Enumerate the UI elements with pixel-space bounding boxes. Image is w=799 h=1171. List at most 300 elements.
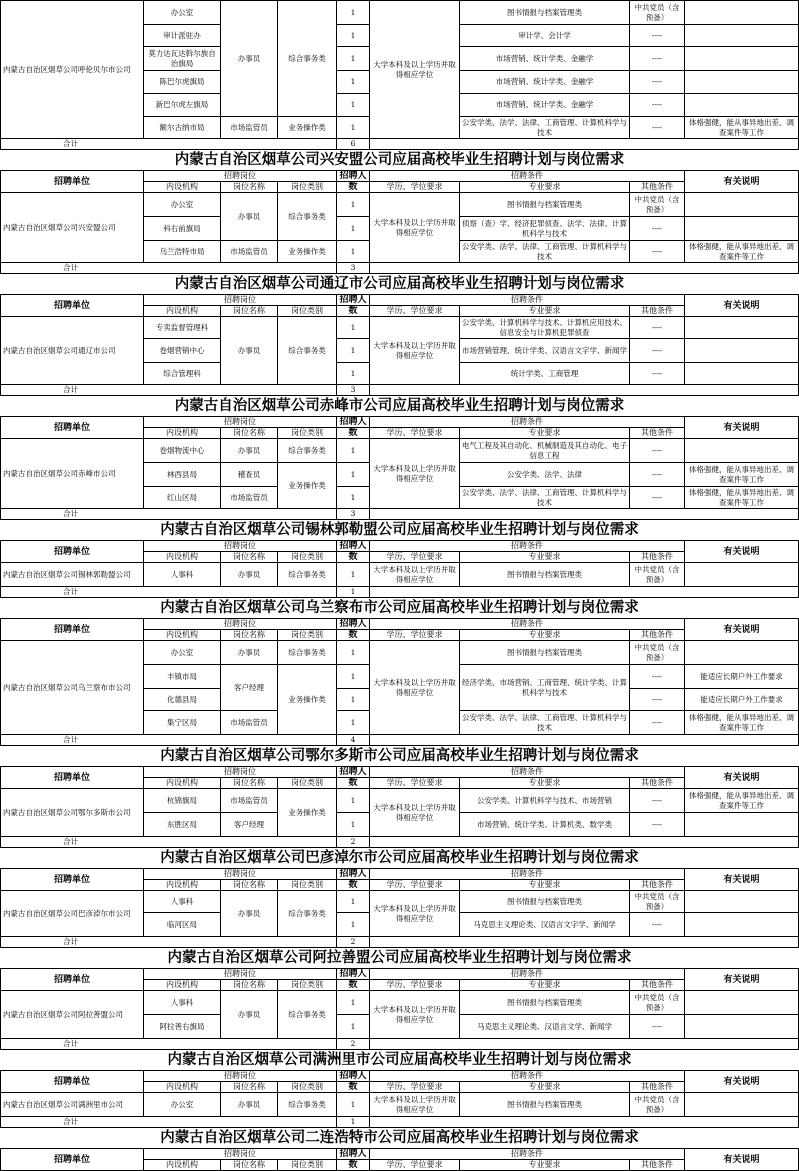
header-unit: 招聘单位 <box>1 417 144 439</box>
section-title: 内蒙古自治区烟草公司通辽市公司应届高校毕业生招聘计划与岗位需求 <box>174 275 625 292</box>
dept-cell: 陈巴尔虎旗局 <box>144 71 221 94</box>
count-cell: 1 <box>337 217 370 241</box>
header-other: 其他条件 <box>630 552 685 563</box>
dept-cell: 人事科 <box>144 891 221 913</box>
header-post-group: 招聘岗位 <box>144 417 337 428</box>
note-cell <box>685 25 799 47</box>
header-count-2: 数 <box>337 1082 370 1093</box>
header-count: 招聘人 <box>337 295 370 306</box>
dept-cell: 专卖监督管理科 <box>144 317 221 339</box>
section-title: 内蒙古自治区烟草公司兴安盟公司应届高校毕业生招聘计划与岗位需求 <box>174 151 625 168</box>
total-row <box>1 263 799 274</box>
unit-cell: 内蒙古自治区烟草公司赤峰市公司 <box>1 439 144 509</box>
other-cell: ---- <box>630 363 685 385</box>
header-cond-group: 招聘条件 <box>370 541 685 552</box>
major-cell: 市场营销管理、统计学类、汉语言文字学、新闻学 <box>460 339 630 363</box>
dept-cell: 临河区局 <box>144 913 221 937</box>
header-row <box>1 869 799 880</box>
header-unit: 招聘单位 <box>1 969 144 991</box>
section-title: 内蒙古自治区烟草公司巴彦淖尔市公司应届高校毕业生招聘计划与岗位需求 <box>160 849 639 866</box>
total-label: 合计 <box>1 139 337 150</box>
dept-cell: 丰镇市局 <box>144 665 221 689</box>
note-cell: 体格强健，能从事异地出差、调查案件等工作 <box>685 789 799 813</box>
major-cell: 图书情报与档案管理类 <box>460 991 630 1015</box>
count-cell: 1 <box>337 1 370 25</box>
post-cell: 办事员 <box>221 317 278 385</box>
count-cell: 1 <box>337 1015 370 1039</box>
header-row <box>1 295 799 306</box>
dept-cell: 综合管理科 <box>144 363 221 385</box>
count-cell: 1 <box>337 665 370 689</box>
other-cell: 中共党员（含预备） <box>630 891 685 913</box>
note-cell <box>685 193 799 217</box>
header-other: 其他条件 <box>630 182 685 193</box>
total-label: 合计 <box>1 385 337 396</box>
count-cell: 1 <box>337 813 370 837</box>
header-post-group: 招聘岗位 <box>144 869 337 880</box>
recruit-table-wulanchabu <box>0 618 799 746</box>
recruit-table-alxa <box>0 968 799 1050</box>
header-post-name: 岗位名称 <box>221 630 278 641</box>
note-cell <box>685 813 799 837</box>
table-row <box>1 317 799 339</box>
recruit-table-xilingol <box>0 540 799 598</box>
header-edu: 学历、学位要求 <box>370 182 460 193</box>
dept-cell: 杭锦旗局 <box>144 789 221 813</box>
header-major: 专业要求 <box>460 182 630 193</box>
count-cell: 1 <box>337 463 370 487</box>
type-cell: 综合事务类 <box>278 1093 337 1117</box>
dept-cell: 新巴尔虎左旗局 <box>144 94 221 117</box>
header-row <box>1 969 799 980</box>
header-count: 招聘人 <box>337 619 370 630</box>
total-label: 合计 <box>1 937 337 948</box>
other-cell: ---- <box>630 117 685 139</box>
section-title: 内蒙古自治区烟草公司满洲里市公司应届高校毕业生招聘计划与岗位需求 <box>167 1051 632 1068</box>
header-count: 招聘人 <box>337 1149 370 1160</box>
post-cell: 市场监管员 <box>221 487 278 509</box>
major-cell: 市场营销、统计学类、计算机类、数学类 <box>460 813 630 837</box>
header-unit: 招聘单位 <box>1 1149 144 1171</box>
other-cell: 中共党员（含预备） <box>630 193 685 217</box>
note-cell: 能适应长期户外工作要求 <box>685 689 799 711</box>
other-cell: 中共党员（含预备） <box>630 641 685 665</box>
post-cell: 办事员 <box>221 439 278 463</box>
section-title: 内蒙古自治区烟草公司二连浩特市公司应届高校毕业生招聘计划与岗位需求 <box>160 1129 639 1146</box>
section-title: 内蒙古自治区烟草公司锡林郭勒盟公司应届高校毕业生招聘计划与岗位需求 <box>160 521 639 538</box>
dept-cell: 人事科 <box>144 563 221 587</box>
total-count: 2 <box>337 937 370 948</box>
other-cell: ---- <box>630 217 685 241</box>
header-post-name: 岗位名称 <box>221 428 278 439</box>
header-post-name: 岗位名称 <box>221 1082 278 1093</box>
header-row <box>1 417 799 428</box>
header-unit: 招聘单位 <box>1 541 144 563</box>
header-other: 其他条件 <box>630 880 685 891</box>
other-cell: ---- <box>630 665 685 689</box>
total-count: 2 <box>337 837 370 848</box>
unit-cell: 内蒙古自治区烟草公司阿拉善盟公司 <box>1 991 144 1039</box>
edu-cell: 大学本科及以上学历并取得相应学位 <box>370 891 460 937</box>
recruit-table-xinganmeng <box>0 170 799 274</box>
major-cell: 侦察（查）学、经济犯罪侦查、法学、法律、计算机科学与技术 <box>460 217 630 241</box>
unit-cell: 内蒙古自治区烟草公司乌兰察布市公司 <box>1 641 144 735</box>
header-dept: 内设机构 <box>144 1160 221 1171</box>
header-cond-group: 招聘条件 <box>370 869 685 880</box>
header-other: 其他条件 <box>630 630 685 641</box>
header-other: 其他条件 <box>630 428 685 439</box>
header-post-name: 岗位名称 <box>221 182 278 193</box>
count-cell: 1 <box>337 913 370 937</box>
count-cell: 1 <box>337 94 370 117</box>
other-cell: ---- <box>630 25 685 47</box>
major-cell: 统计学类、工商管理 <box>460 363 630 385</box>
type-cell: 业务操作类 <box>278 789 337 837</box>
note-cell <box>685 217 799 241</box>
note-cell <box>685 891 799 913</box>
header-unit: 招聘单位 <box>1 295 144 317</box>
total-row <box>1 837 799 848</box>
count-cell: 1 <box>337 711 370 735</box>
header-row <box>1 541 799 552</box>
table-row <box>1 641 799 665</box>
header-post-group: 招聘岗位 <box>144 1149 337 1160</box>
total-row <box>1 735 799 746</box>
header-post-group: 招聘岗位 <box>144 969 337 980</box>
header-edu: 学历、学位要求 <box>370 552 460 563</box>
type-cell: 综合事务类 <box>278 991 337 1039</box>
count-cell: 1 <box>337 241 370 263</box>
edu-cell: 大学本科及以上学历并取得相应学位 <box>370 641 460 735</box>
major-cell: 公安学类、法学、法律、工商管理、计算机科学与技术 <box>460 117 630 139</box>
header-cond-group: 招聘条件 <box>370 767 685 778</box>
edu-cell: 大学本科及以上学历并取得相应学位 <box>370 1 460 139</box>
post-cell: 稽查员 <box>221 463 278 487</box>
dept-cell: 红山区局 <box>144 487 221 509</box>
major-cell: 马克思主义理论类、汉语言文学、新闻学 <box>460 1015 630 1039</box>
major-cell: 图书情报与档案管理类 <box>460 891 630 913</box>
note-cell <box>685 363 799 385</box>
header-row <box>1 1149 799 1160</box>
header-note: 有关说明 <box>685 969 799 991</box>
count-cell: 1 <box>337 117 370 139</box>
note-cell <box>685 339 799 363</box>
type-cell: 综合事务类 <box>278 317 337 385</box>
header-count-2: 数 <box>337 1160 370 1171</box>
header-other: 其他条件 <box>630 1160 685 1171</box>
note-cell <box>685 641 799 665</box>
other-cell: ---- <box>630 47 685 71</box>
table-row <box>1 991 799 1015</box>
major-cell: 公安学类、计算机科学与技术、市场营销 <box>460 789 630 813</box>
section-title: 内蒙古自治区烟草公司阿拉善盟公司应届高校毕业生招聘计划与岗位需求 <box>167 949 632 966</box>
total-count: 6 <box>337 139 370 150</box>
header-cond-group: 招聘条件 <box>370 619 685 630</box>
note-cell <box>685 1093 799 1117</box>
header-major: 专业要求 <box>460 778 630 789</box>
header-post-name: 岗位名称 <box>221 306 278 317</box>
header-note: 有关说明 <box>685 1071 799 1093</box>
header-row <box>1 619 799 630</box>
edu-cell: 大学本科及以上学历并取得相应学位 <box>370 439 460 509</box>
header-post-group: 招聘岗位 <box>144 541 337 552</box>
other-cell: ---- <box>630 789 685 813</box>
recruit-table-chifeng <box>0 416 799 520</box>
header-other: 其他条件 <box>630 980 685 991</box>
table-row <box>1 439 799 463</box>
other-cell: ---- <box>630 71 685 94</box>
other-cell: ---- <box>630 317 685 339</box>
type-cell: 综合事务类 <box>278 563 337 587</box>
other-cell: ---- <box>630 241 685 263</box>
type-cell: 业务操作类 <box>278 117 337 139</box>
unit-cell: 内蒙古自治区烟草公司锡林郭勒盟公司 <box>1 563 144 587</box>
major-cell: 电气工程及其自动化、机械制造及其自动化、电子信息工程 <box>460 439 630 463</box>
header-unit: 招聘单位 <box>1 767 144 789</box>
major-cell: 市场营销、统计学类、金融学 <box>460 71 630 94</box>
table-row <box>1 1 799 25</box>
header-count-2: 数 <box>337 778 370 789</box>
count-cell: 1 <box>337 317 370 339</box>
major-cell: 图书情报与档案管理类 <box>460 1093 630 1117</box>
total-label: 合计 <box>1 1039 337 1050</box>
other-cell: ---- <box>630 913 685 937</box>
type-cell: 业务操作类 <box>278 463 337 509</box>
type-cell: 综合事务类 <box>278 439 337 463</box>
post-cell: 市场监管员 <box>221 241 278 263</box>
type-cell: 业务操作类 <box>278 665 337 735</box>
header-count-2: 数 <box>337 552 370 563</box>
major-cell: 图书情报与档案管理类 <box>460 193 630 217</box>
dept-cell: 办公室 <box>144 193 221 217</box>
edu-cell: 大学本科及以上学历并取得相应学位 <box>370 317 460 385</box>
header-note: 有关说明 <box>685 295 799 317</box>
note-cell: 体格强健，能从事异地出差、调查案件等工作 <box>685 463 799 487</box>
unit-cell: 内蒙古自治区烟草公司巴彦淖尔市公司 <box>1 891 144 937</box>
total-row <box>1 139 799 150</box>
count-cell: 1 <box>337 47 370 71</box>
table-row <box>1 789 799 813</box>
header-post-type: 岗位类别 <box>278 1160 337 1171</box>
header-count: 招聘人 <box>337 1071 370 1082</box>
count-cell: 1 <box>337 689 370 711</box>
total-row <box>1 1117 799 1128</box>
header-major: 专业要求 <box>460 428 630 439</box>
recruit-table-manzhouli <box>0 1070 799 1128</box>
header-edu: 学历、学位要求 <box>370 778 460 789</box>
post-cell: 办事员 <box>221 991 278 1039</box>
other-cell: 中共党员（含预备） <box>630 991 685 1015</box>
other-cell: ---- <box>630 813 685 837</box>
header-note: 有关说明 <box>685 767 799 789</box>
total-label: 合计 <box>1 837 337 848</box>
header-dept: 内设机构 <box>144 182 221 193</box>
dept-cell: 办公室 <box>144 641 221 665</box>
header-post-type: 岗位类别 <box>278 552 337 563</box>
header-note: 有关说明 <box>685 171 799 193</box>
header-major: 专业要求 <box>460 1082 630 1093</box>
total-count: 3 <box>337 509 370 520</box>
major-cell: 公安学类、法学、法律 <box>460 463 630 487</box>
header-dept: 内设机构 <box>144 630 221 641</box>
total-count: 1 <box>337 1117 370 1128</box>
header-post-group: 招聘岗位 <box>144 767 337 778</box>
header-unit: 招聘单位 <box>1 171 144 193</box>
header-post-type: 岗位类别 <box>278 182 337 193</box>
header-edu: 学历、学位要求 <box>370 1160 460 1171</box>
recruit-table-hulunbuir <box>0 0 799 150</box>
header-dept: 内设机构 <box>144 778 221 789</box>
total-count: 2 <box>337 1039 370 1050</box>
major-cell: 公安学类、法学、法律、工商管理、计算机科学与技术 <box>460 241 630 263</box>
header-count: 招聘人 <box>337 767 370 778</box>
header-note: 有关说明 <box>685 541 799 563</box>
recruit-table-bayannur <box>0 868 799 948</box>
other-cell: 中共党员（含预备） <box>630 1 685 25</box>
header-dept: 内设机构 <box>144 306 221 317</box>
major-cell: 市场营销、统计学类、金融学 <box>460 94 630 117</box>
post-cell: 办事员 <box>221 641 278 665</box>
major-cell: 图书情报与档案管理类 <box>460 1 630 25</box>
dept-cell: 审计派驻办 <box>144 25 221 47</box>
header-major: 专业要求 <box>460 630 630 641</box>
major-cell: 公安学类、法学、法律、工商管理、计算机科学与技术 <box>460 487 630 509</box>
header-count-2: 数 <box>337 306 370 317</box>
major-cell: 经济学类、市场营销、工商管理、统计学类、计算机科学与技术 <box>460 665 630 711</box>
note-cell: 体格强健，能从事异地出差、调查案件等工作 <box>685 487 799 509</box>
post-cell: 办事员 <box>221 1093 278 1117</box>
header-count-2: 数 <box>337 630 370 641</box>
note-cell: 体格强健，能从事异地出差、调查案件等工作 <box>685 117 799 139</box>
major-cell: 公安学类、法学、法律、工商管理、计算机科学与技术 <box>460 711 630 735</box>
header-post-name: 岗位名称 <box>221 552 278 563</box>
header-post-group: 招聘岗位 <box>144 171 337 182</box>
note-cell <box>685 71 799 94</box>
header-dept: 内设机构 <box>144 1082 221 1093</box>
header-count-2: 数 <box>337 428 370 439</box>
section-title: 内蒙古自治区烟草公司赤峰市公司应届高校毕业生招聘计划与岗位需求 <box>174 397 625 414</box>
header-post-type: 岗位类别 <box>278 630 337 641</box>
count-cell: 1 <box>337 1093 370 1117</box>
post-cell: 办事员 <box>221 193 278 241</box>
header-post-type: 岗位类别 <box>278 880 337 891</box>
unit-cell: 内蒙古自治区烟草公司兴安盟公司 <box>1 193 144 263</box>
header-cond-group: 招聘条件 <box>370 1071 685 1082</box>
dept-cell: 林西县局 <box>144 463 221 487</box>
major-cell: 公安学类、计算机科学与技术、计算机应用技术、信息安全与计算机犯罪侦查 <box>460 317 630 339</box>
type-cell: 综合事务类 <box>278 891 337 937</box>
header-count-2: 数 <box>337 880 370 891</box>
count-cell: 1 <box>337 439 370 463</box>
section-title: 内蒙古自治区烟草公司乌兰察布市公司应届高校毕业生招聘计划与岗位需求 <box>160 599 639 616</box>
header-dept: 内设机构 <box>144 880 221 891</box>
header-note: 有关说明 <box>685 417 799 439</box>
header-edu: 学历、学位要求 <box>370 1082 460 1093</box>
header-count: 招聘人 <box>337 171 370 182</box>
post-cell: 办事员 <box>221 891 278 937</box>
other-cell: ---- <box>630 1015 685 1039</box>
header-row <box>1 767 799 778</box>
recruit-table-ordos <box>0 766 799 848</box>
header-note: 有关说明 <box>685 1149 799 1171</box>
other-cell: ---- <box>630 487 685 509</box>
header-dept: 内设机构 <box>144 552 221 563</box>
note-cell <box>685 991 799 1015</box>
header-post-type: 岗位类别 <box>278 306 337 317</box>
count-cell: 1 <box>337 789 370 813</box>
count-cell: 1 <box>337 339 370 363</box>
note-cell <box>685 47 799 71</box>
total-label: 合计 <box>1 509 337 520</box>
header-count: 招聘人 <box>337 541 370 552</box>
header-cond-group: 招聘条件 <box>370 1149 685 1160</box>
table-row <box>1 1093 799 1117</box>
header-major: 专业要求 <box>460 552 630 563</box>
major-cell: 审计学、会计学 <box>460 25 630 47</box>
count-cell: 1 <box>337 25 370 47</box>
total-label: 合计 <box>1 1117 337 1128</box>
edu-cell: 大学本科及以上学历并取得相应学位 <box>370 1093 460 1117</box>
header-dept: 内设机构 <box>144 428 221 439</box>
header-post-name: 岗位名称 <box>221 880 278 891</box>
header-note: 有关说明 <box>685 869 799 891</box>
note-cell <box>685 94 799 117</box>
edu-cell: 大学本科及以上学历并取得相应学位 <box>370 991 460 1039</box>
total-count: 4 <box>337 735 370 746</box>
count-cell: 1 <box>337 991 370 1015</box>
header-other: 其他条件 <box>630 1082 685 1093</box>
header-cond-group: 招聘条件 <box>370 171 685 182</box>
header-post-type: 岗位类别 <box>278 778 337 789</box>
type-cell: 综合事务类 <box>278 193 337 241</box>
dept-cell: 乌兰浩特市局 <box>144 241 221 263</box>
header-cond-group: 招聘条件 <box>370 969 685 980</box>
recruit-table-erenhot <box>0 1148 799 1171</box>
note-cell <box>685 563 799 587</box>
edu-cell: 大学本科及以上学历并取得相应学位 <box>370 563 460 587</box>
other-cell: ---- <box>630 94 685 117</box>
type-cell: 业务操作类 <box>278 241 337 263</box>
header-edu: 学历、学位要求 <box>370 306 460 317</box>
dept-cell: 化德县局 <box>144 689 221 711</box>
major-cell: 马克思主义理论类、汉语言文字学、新闻学 <box>460 913 630 937</box>
other-cell: ---- <box>630 711 685 735</box>
post-cell: 客户经理 <box>221 813 278 837</box>
post-cell: 办事员 <box>221 1 278 117</box>
count-cell: 1 <box>337 71 370 94</box>
dept-cell: 东胜区局 <box>144 813 221 837</box>
header-count-2: 数 <box>337 980 370 991</box>
unit-cell: 内蒙古自治区烟草公司呼伦贝尔市公司 <box>1 1 144 139</box>
header-post-group: 招聘岗位 <box>144 1071 337 1082</box>
post-cell: 办事员 <box>221 563 278 587</box>
dept-cell: 卷烟营销中心 <box>144 339 221 363</box>
count-cell: 1 <box>337 193 370 217</box>
other-cell: ---- <box>630 689 685 711</box>
header-post-type: 岗位类别 <box>278 980 337 991</box>
total-count: 3 <box>337 385 370 396</box>
table-row <box>1 891 799 913</box>
note-cell <box>685 1 799 25</box>
dept-cell: 办公室 <box>144 1 221 25</box>
count-cell: 1 <box>337 641 370 665</box>
header-post-name: 岗位名称 <box>221 778 278 789</box>
dept-cell: 人事科 <box>144 991 221 1015</box>
total-count: 1 <box>337 587 370 598</box>
unit-cell: 内蒙古自治区烟草公司鄂尔多斯市公司 <box>1 789 144 837</box>
total-label: 合计 <box>1 587 337 598</box>
major-cell: 图书情报与档案管理类 <box>460 563 630 587</box>
